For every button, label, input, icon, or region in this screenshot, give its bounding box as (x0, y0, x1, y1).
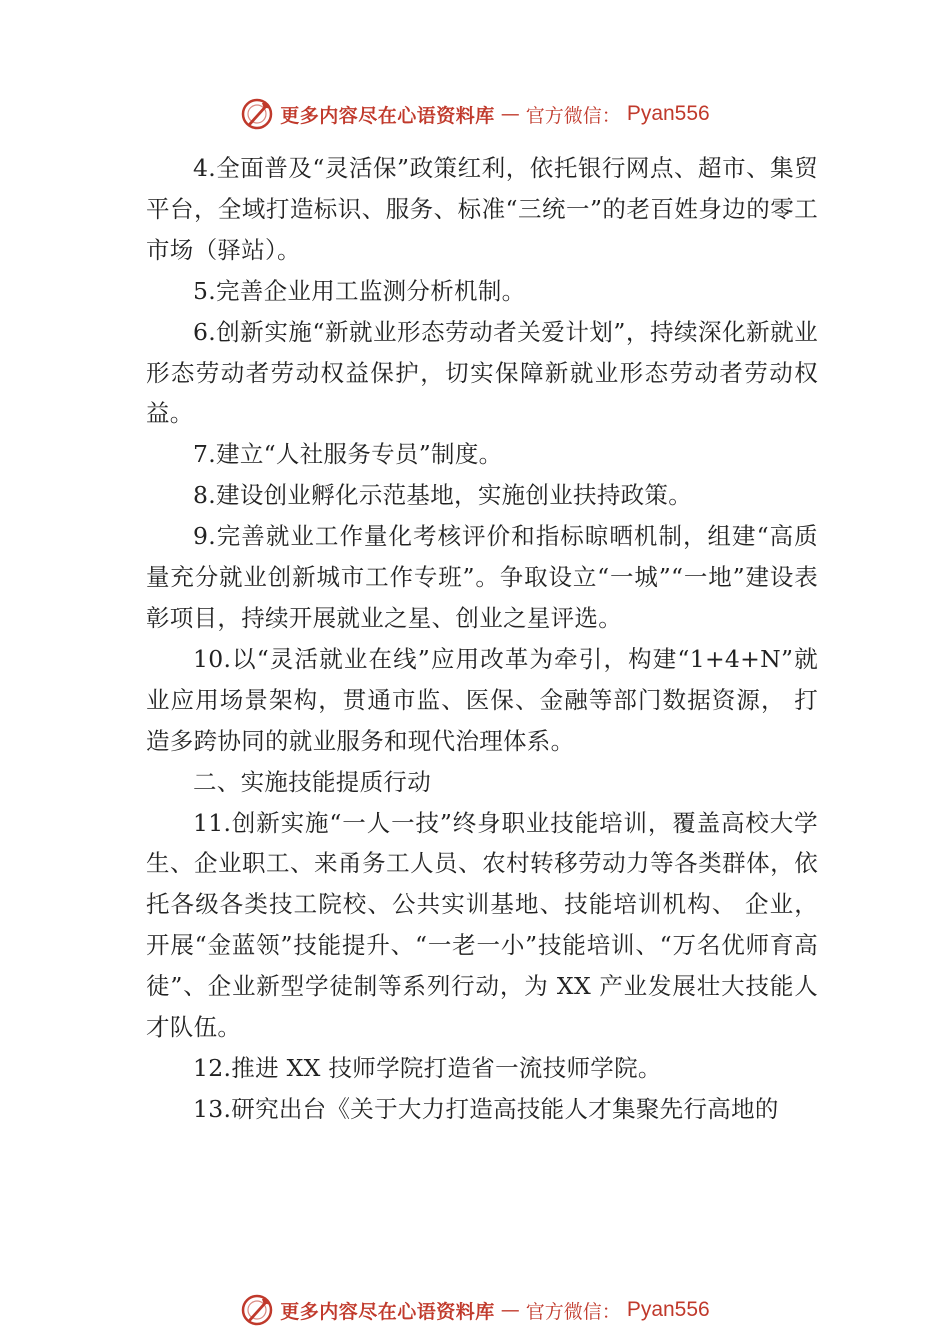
watermark-wechat-id: Pyan556 (626, 1298, 710, 1321)
watermark-wechat-label: 官方微信： (525, 1300, 621, 1323)
paragraph-item-10: 10.以“灵活就业在线”应用改革为牵引，构建“1+4+N”就业应用场景架构，贯通市监、医保、金融等部门数据资源， 打造多跨协同的就业服务和现代治理体系。 (146, 644, 818, 755)
footer-watermark (0, 1290, 950, 1330)
watermark-separator: — (500, 103, 520, 125)
document-body (146, 148, 818, 1130)
watermark-separator: — (500, 1299, 520, 1321)
watermark-site-text: 更多内容尽在心语资料库 (280, 104, 495, 127)
paragraph-item-12: 12.推进 XX 技师学院打造省一流技师学院。 (193, 1053, 662, 1082)
paragraph-item-4: 4.全面普及“灵活保”政策红利，依托银行网点、超市、集贸平台，全域打造标识、服务、标准“三统一”的老百姓身边的零工市场（驿站）。 (146, 154, 818, 264)
quill-seal-icon (240, 1293, 274, 1327)
header-watermark (0, 94, 950, 134)
paragraph-item-7: 7.建立“人社服务专员”制度。 (193, 440, 503, 469)
paragraph-item-9: 9.完善就业工作量化考核评价和指标晾晒机制，组建“高质量充分就业创新城市工作专班”。争取设立“一城”“一地”建设表彰项目，持续开展就业之星、创业之星评选。 (146, 522, 818, 632)
section-heading: 二、实施技能提质行动 (193, 767, 431, 796)
watermark-wechat-id: Pyan556 (626, 102, 710, 125)
paragraph-item-11: 11.创新实施“一人一技”终身职业技能培训，覆盖高校大学生、企业职工、来甬务工人员、农村转移劳动力等各类群体，依托各级各类技工院校、公共实训基地、技能培训机构、 企业，开展“金蓝领”技能提升、“一老一小”技能培训、“万名优师育高徒”、企业新型学徒制等系列行动，为 XX 产业发展壮大技能人才队伍。 (146, 808, 818, 1042)
paragraph-item-5: 5.完善企业用工监测分析机制。 (193, 276, 526, 305)
watermark-wechat-label: 官方微信： (525, 104, 621, 127)
paragraph-item-8: 8.建设创业孵化示范基地，实施创业扶持政策。 (193, 481, 693, 510)
quill-seal-icon (240, 97, 274, 131)
paragraph-item-6: 6.创新实施“新就业形态劳动者关爱计划”，持续深化新就业形态劳动者劳动权益保护，切实保障新就业形态劳动者劳动权益。 (146, 317, 818, 428)
watermark-site-text: 更多内容尽在心语资料库 (280, 1300, 495, 1323)
paragraph-item-13: 13.研究出台《关于大力打造高技能人才集聚先行高地的 (193, 1094, 779, 1123)
